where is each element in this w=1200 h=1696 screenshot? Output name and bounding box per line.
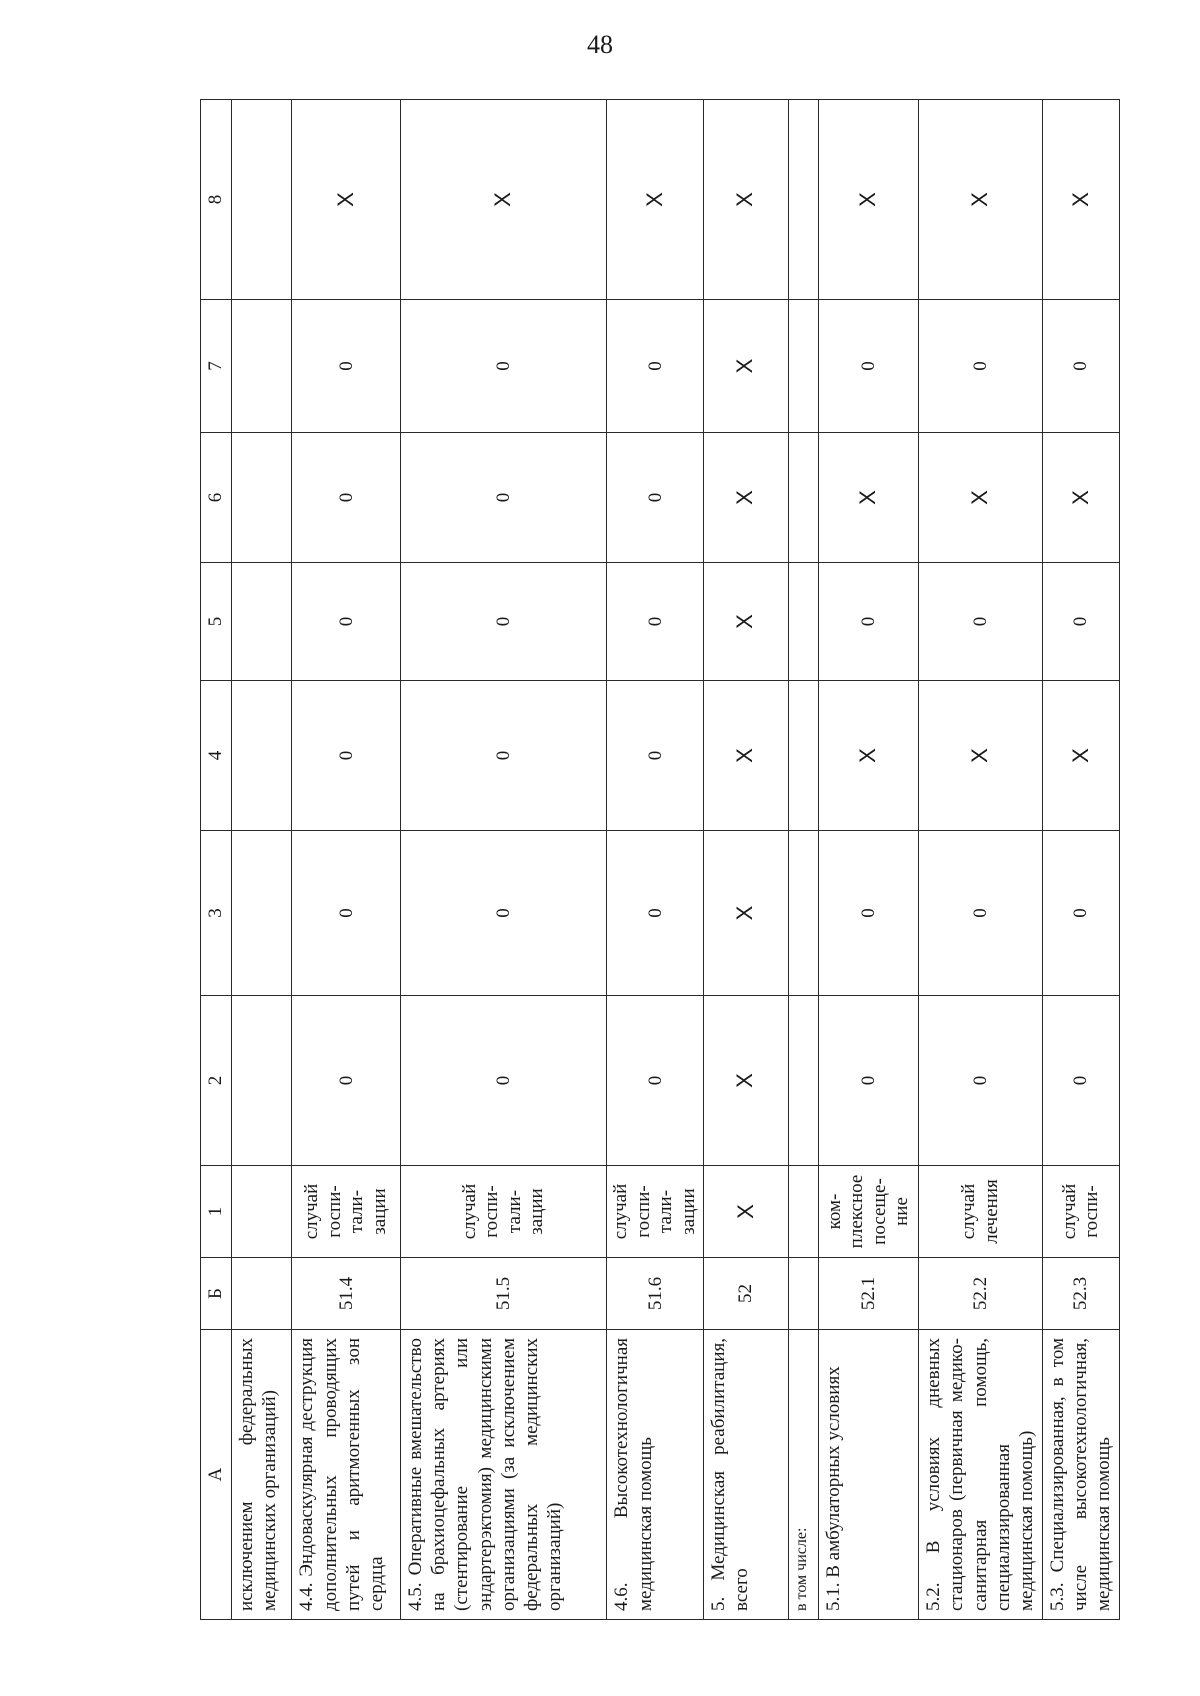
- value-cell: [788, 996, 818, 1166]
- value-cell: [232, 300, 292, 433]
- row-code-cell: [232, 1258, 292, 1330]
- value-cell: [788, 100, 818, 300]
- page-number: 48: [587, 30, 613, 59]
- value-cell: 0: [919, 300, 1043, 433]
- value-cell: 0: [1042, 831, 1119, 996]
- row-code-cell: 51.6: [607, 1258, 704, 1330]
- indicators-table: [200, 99, 1120, 1620]
- value-cell: 0: [1042, 300, 1119, 433]
- value-cell: Х: [703, 433, 788, 563]
- row-name-cell: в том числе:: [788, 1330, 818, 1620]
- value-cell: Х: [818, 681, 919, 831]
- row-name-cell: 4.6. Высокотехнологичная медицинская помощь: [607, 1330, 704, 1620]
- row-code-cell: 51.5: [401, 1258, 607, 1330]
- table-row: [292, 100, 401, 1620]
- value-cell: Х: [401, 100, 607, 300]
- value-cell: 0: [401, 996, 607, 1166]
- value-cell: Х: [703, 563, 788, 681]
- value-cell: Х: [818, 433, 919, 563]
- value-cell: 0: [607, 681, 704, 831]
- value-cell: 0: [919, 831, 1043, 996]
- row-unit-cell: [788, 1166, 818, 1258]
- value-cell: Х: [703, 831, 788, 996]
- value-cell: Х: [703, 681, 788, 831]
- value-cell: Х: [703, 100, 788, 300]
- rotated-table-container: [200, 100, 1120, 1620]
- row-code-cell: [788, 1258, 818, 1330]
- column-header: 2: [201, 996, 232, 1166]
- value-cell: 0: [607, 831, 704, 996]
- column-header: 6: [201, 433, 232, 563]
- value-cell: [232, 563, 292, 681]
- row-unit-cell: ком-плексное посеще-ние: [818, 1166, 919, 1258]
- table-row: [788, 100, 818, 1620]
- row-unit-cell: [232, 1166, 292, 1258]
- row-code-cell: 52: [703, 1258, 788, 1330]
- value-cell: [232, 100, 292, 300]
- row-unit-cell: случай госпи-: [1042, 1166, 1119, 1258]
- row-code-cell: 52.3: [1042, 1258, 1119, 1330]
- row-code-cell: 52.1: [818, 1258, 919, 1330]
- row-unit-cell: случай госпи-тали-зации: [401, 1166, 607, 1258]
- value-cell: 0: [607, 996, 704, 1166]
- table-row: [703, 100, 788, 1620]
- row-name-cell: 4.4. Эндоваскулярная деструкция дополнительных проводящих путей и аритмогенных зон сердца: [292, 1330, 401, 1620]
- value-cell: Х: [1042, 100, 1119, 300]
- value-cell: 0: [607, 300, 704, 433]
- value-cell: 0: [292, 831, 401, 996]
- row-name-cell: 5. Медицинская реабилитация, всего: [703, 1330, 788, 1620]
- value-cell: Х: [919, 100, 1043, 300]
- value-cell: 0: [818, 300, 919, 433]
- table-row: [1042, 100, 1119, 1620]
- value-cell: 0: [292, 433, 401, 563]
- value-cell: Х: [818, 100, 919, 300]
- value-cell: 0: [292, 996, 401, 1166]
- value-cell: Х: [1042, 681, 1119, 831]
- value-cell: Х: [607, 100, 704, 300]
- value-cell: [788, 300, 818, 433]
- value-cell: 0: [292, 300, 401, 433]
- value-cell: 0: [401, 300, 607, 433]
- table-row: [818, 100, 919, 1620]
- value-cell: [788, 681, 818, 831]
- value-cell: [788, 563, 818, 681]
- row-name-cell: 4.5. Оперативные вмешательство на брахиоцефальных артериях (стентирование или эндартерэктомия) медицинскими организациями (за исключением федеральных медицинских организаций): [401, 1330, 607, 1620]
- value-cell: Х: [292, 100, 401, 300]
- value-cell: 0: [1042, 996, 1119, 1166]
- row-code-cell: 52.2: [919, 1258, 1043, 1330]
- value-cell: 0: [1042, 563, 1119, 681]
- value-cell: [232, 681, 292, 831]
- column-header: 1: [201, 1166, 232, 1258]
- value-cell: [788, 433, 818, 563]
- column-header: А: [201, 1330, 232, 1620]
- header-row: [201, 100, 232, 1620]
- column-header: Б: [201, 1258, 232, 1330]
- value-cell: [788, 831, 818, 996]
- row-unit-cell: случай лечения: [919, 1166, 1043, 1258]
- value-cell: Х: [703, 300, 788, 433]
- value-cell: [232, 996, 292, 1166]
- value-cell: 0: [919, 563, 1043, 681]
- table-row: [232, 100, 292, 1620]
- table-row: [401, 100, 607, 1620]
- value-cell: 0: [292, 563, 401, 681]
- column-header: 4: [201, 681, 232, 831]
- value-cell: 0: [818, 996, 919, 1166]
- value-cell: 0: [607, 433, 704, 563]
- value-cell: 0: [401, 831, 607, 996]
- row-unit-cell: Х: [703, 1166, 788, 1258]
- table-row: [607, 100, 704, 1620]
- row-unit-cell: случай госпи-тали-зации: [607, 1166, 704, 1258]
- value-cell: Х: [1042, 433, 1119, 563]
- value-cell: Х: [919, 681, 1043, 831]
- value-cell: Х: [919, 433, 1043, 563]
- column-header: 8: [201, 100, 232, 300]
- column-header: 7: [201, 300, 232, 433]
- table-row: [919, 100, 1043, 1620]
- value-cell: 0: [292, 681, 401, 831]
- row-name-cell: исключением федеральных медицинских организаций): [232, 1330, 292, 1620]
- row-name-cell: 5.1. В амбулаторных условиях: [818, 1330, 919, 1620]
- value-cell: Х: [703, 996, 788, 1166]
- value-cell: 0: [818, 831, 919, 996]
- row-unit-cell: случай госпи-тали-зации: [292, 1166, 401, 1258]
- value-cell: 0: [401, 433, 607, 563]
- value-cell: 0: [919, 996, 1043, 1166]
- column-header: 3: [201, 831, 232, 996]
- value-cell: 0: [607, 563, 704, 681]
- row-name-cell: 5.2. В условиях дневных стационаров (первичная медико-санитарная помощь, специализированная медицинская помощь): [919, 1330, 1043, 1620]
- row-name-cell: 5.3. Специализированная, в том числе высокотехнологичная, медицинская помощь: [1042, 1330, 1119, 1620]
- value-cell: 0: [401, 681, 607, 831]
- value-cell: 0: [818, 563, 919, 681]
- table-body: [232, 100, 1120, 1620]
- column-header: 5: [201, 563, 232, 681]
- value-cell: [232, 433, 292, 563]
- value-cell: 0: [401, 563, 607, 681]
- value-cell: [232, 831, 292, 996]
- row-code-cell: 51.4: [292, 1258, 401, 1330]
